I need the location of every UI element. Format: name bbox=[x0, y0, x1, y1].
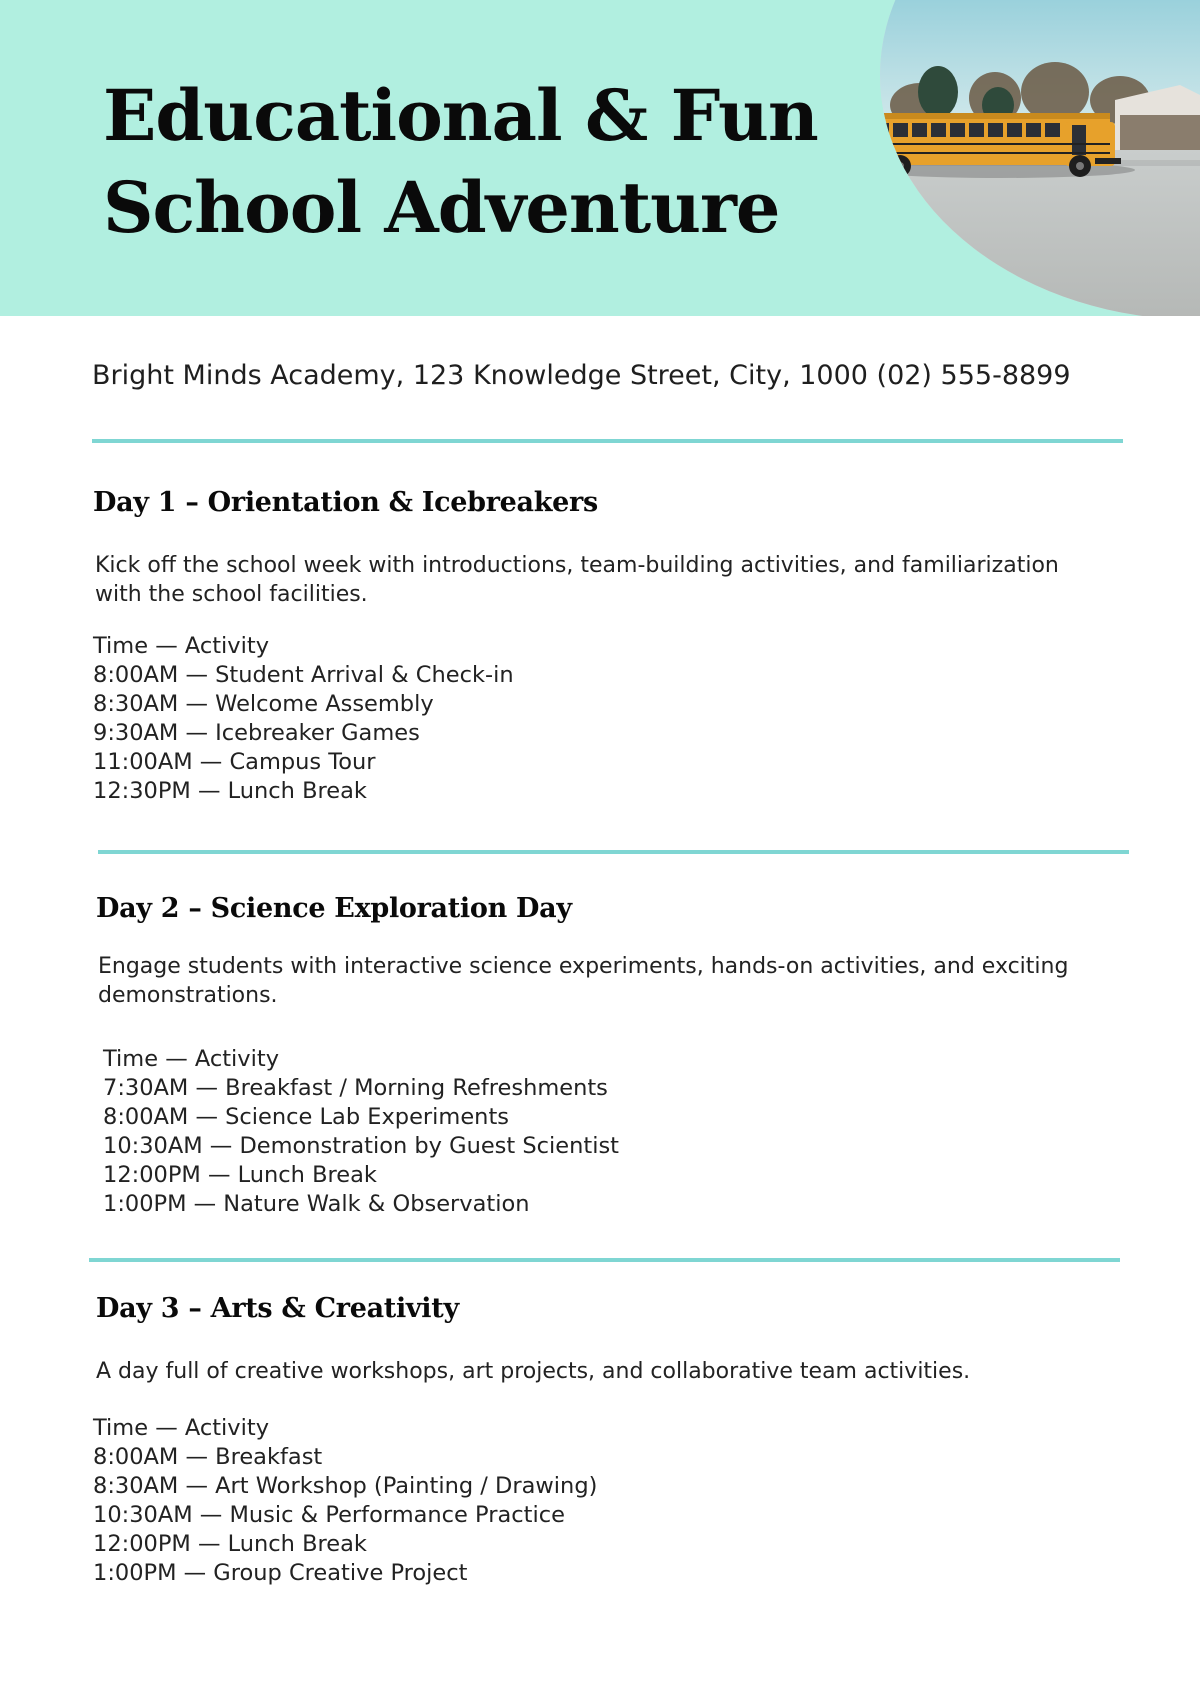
schedule-item: 8:30AM — Welcome Assembly bbox=[93, 691, 434, 717]
divider bbox=[92, 439, 1123, 443]
schedule-item: 8:00AM — Breakfast bbox=[93, 1444, 323, 1470]
day-3-description: A day full of creative workshops, art projects, and collaborative team activities. bbox=[96, 1359, 971, 1384]
day-2-description: Engage students with interactive science experiments, hands-on activities, and exciting demonstrations. bbox=[98, 954, 1069, 1008]
school-bus-photo bbox=[880, 0, 1200, 316]
schedule-item: 12:00PM — Lunch Break bbox=[93, 1531, 367, 1557]
title-line-1: Educational & Fun bbox=[103, 74, 818, 157]
divider bbox=[98, 850, 1129, 854]
schedule-header: Time — Activity bbox=[93, 633, 270, 659]
schedule-header: Time — Activity bbox=[93, 1415, 270, 1441]
schedule-item: 8:30AM — Art Workshop (Painting / Drawing) bbox=[93, 1473, 598, 1499]
schedule-item: 7:30AM — Breakfast / Morning Refreshments bbox=[103, 1075, 608, 1101]
day-1-heading: Day 1 – Orientation & Icebreakers bbox=[93, 487, 598, 518]
day-2-schedule bbox=[103, 1045, 619, 1219]
schedule-item: 12:00PM — Lunch Break bbox=[103, 1162, 377, 1188]
school-address: Bright Minds Academy, 123 Knowledge Street, City, 1000 (02) 555-8899 bbox=[92, 360, 1071, 391]
schedule-item: 11:00AM — Campus Tour bbox=[93, 749, 376, 775]
page-title bbox=[103, 70, 818, 254]
schedule-item: 9:30AM — Icebreaker Games bbox=[93, 720, 420, 746]
day-2-heading: Day 2 – Science Exploration Day bbox=[96, 893, 572, 924]
day-3-heading: Day 3 – Arts & Creativity bbox=[96, 1293, 459, 1324]
divider bbox=[89, 1258, 1120, 1262]
header-banner bbox=[0, 0, 1200, 316]
schedule-item: 8:00AM — Student Arrival & Check-in bbox=[93, 662, 514, 688]
title-line-2: School Adventure bbox=[103, 166, 780, 249]
schedule-item: 8:00AM — Science Lab Experiments bbox=[103, 1104, 509, 1130]
schedule-item: 10:30AM — Music & Performance Practice bbox=[93, 1502, 565, 1528]
day-1-schedule bbox=[93, 632, 514, 806]
day-3-schedule bbox=[93, 1414, 597, 1588]
schedule-header: Time — Activity bbox=[103, 1046, 280, 1072]
schedule-item: 1:00PM — Nature Walk & Observation bbox=[103, 1191, 530, 1217]
schedule-item: 12:30PM — Lunch Break bbox=[93, 778, 367, 804]
schedule-item: 10:30AM — Demonstration by Guest Scientist bbox=[103, 1133, 620, 1159]
day-1-description: Kick off the school week with introductions, team-building activities, and familiarization with the school facilities. bbox=[95, 553, 1059, 607]
schedule-item: 1:00PM — Group Creative Project bbox=[93, 1560, 468, 1586]
